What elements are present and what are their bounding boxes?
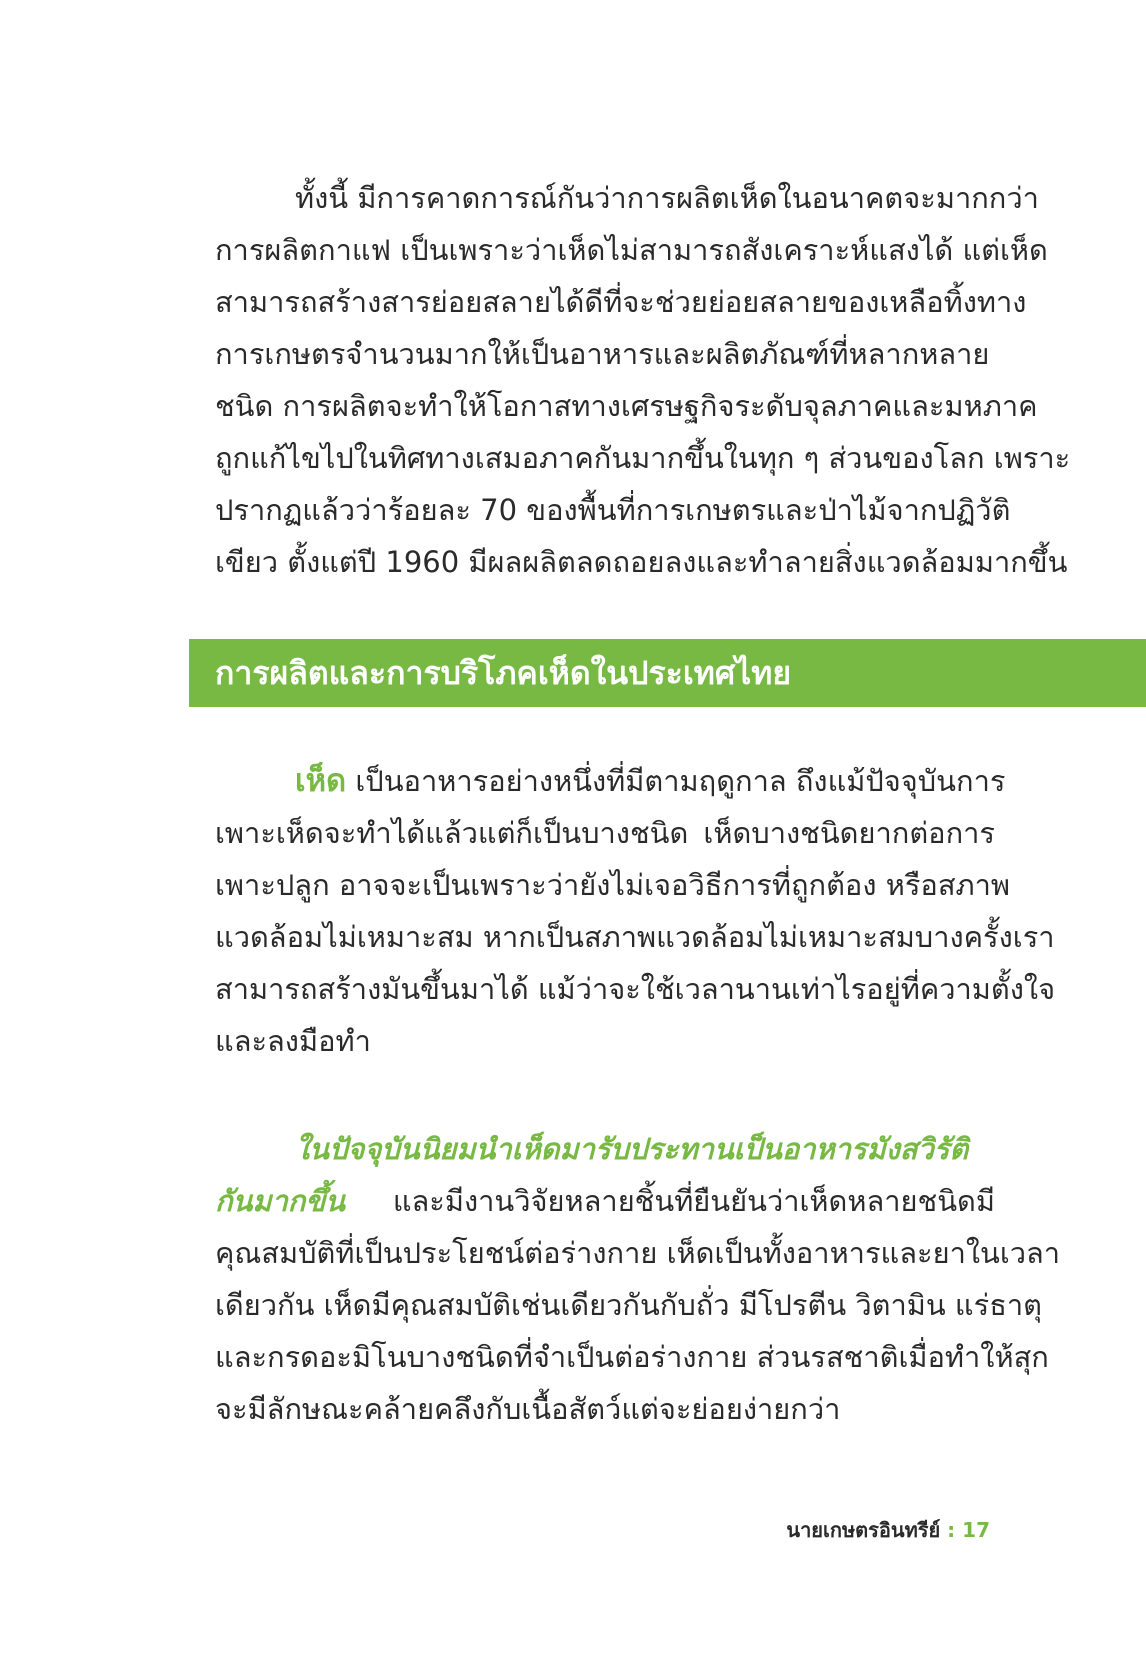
paragraph-line: เพาะเห็ดจะทำได้แล้วแต่ก็เป็นบางชนิด เห็ดบางชนิดยากต่อการ — [215, 816, 995, 850]
paragraph-line: แวดล้อมไม่เหมาะสม หากเป็นสภาพแวดล้อมไม่เหมาะสมบางครั้งเรา — [215, 920, 1055, 954]
paragraph-line: คุณสมบัติที่เป็นประโยชน์ต่อร่างกาย เห็ดเป็นทั้งอาหารและยาในเวลา — [215, 1236, 1061, 1270]
paragraph-first-line — [215, 755, 1006, 807]
paragraph-line: ปรากฏแล้วว่าร้อยละ 70 ของพื้นที่การเกษตรและป่าไม้จากปฏิวัติ — [215, 493, 1011, 527]
paragraph-line: สามารถสร้างมันขึ้นมาได้ แม้ว่าจะใช้เวลานานเท่าไรอยู่ที่ความตั้งใจ — [215, 972, 1056, 1006]
section-heading-band — [189, 639, 1146, 707]
first-line-rest: เป็นอาหารอย่างหนึ่งที่มีตามฤดูกาล ถึงแม้ปัจจุบันการ — [346, 764, 1006, 798]
page-footer — [786, 1515, 990, 1545]
section-heading: การผลิตและการบริโภคเห็ดในประเทศไทย — [215, 654, 792, 692]
paragraph-line: การเกษตรจำนวนมากให้เป็นอาหารและผลิตภัณฑ์ที่หลากหลาย — [215, 337, 990, 371]
emphasis-text: กันมากขึ้น — [215, 1184, 345, 1218]
paragraph-line: ชนิด การผลิตจะทำให้โอกาสทางเศรษฐกิจระดับจุลภาคและมหภาค — [215, 389, 1038, 423]
paragraph-line: และลงมือทำ — [215, 1024, 371, 1058]
footer-separator: : — [940, 1518, 963, 1542]
paragraph-line: ทั้งนี้ มีการคาดการณ์กันว่าการผลิตเห็ดในอนาคตจะมากกว่า — [295, 181, 1039, 215]
line-rest: และมีงานวิจัยหลายชิ้นที่ยืนยันว่าเห็ดหลายชนิดมี — [345, 1184, 995, 1218]
paragraph-line: การผลิตกาแฟ เป็นเพราะว่าเห็ดไม่สามารถสังเคราะห์แสงได้ แต่เห็ด — [215, 233, 1048, 267]
paragraph-line: เขียว ตั้งแต่ปี 1960 มีผลผลิตลดถอยลงและทำลายสิ่งแวดล้อมมากขึ้น — [215, 545, 1068, 579]
book-title: นายเกษตรอินทรีย์ — [786, 1518, 941, 1542]
page-number: 17 — [962, 1518, 990, 1542]
paragraph-line: เพาะปลูก อาจจะเป็นเพราะว่ายังไม่เจอวิธีการที่ถูกต้อง หรือสภาพ — [215, 868, 1011, 902]
paragraph-line — [215, 1175, 995, 1227]
paragraph-line: ถูกแก้ไขไปในทิศทางเสมอภาคกันมากขึ้นในทุก ๆ ส่วนของโลก เพราะ — [215, 441, 1071, 475]
paragraph-line: เดียวกัน เห็ดมีคุณสมบัติเช่นเดียวกันกับถั่ว มีโปรตีน วิตามิน แร่ธาตุ — [215, 1288, 1043, 1322]
paragraph-line: สามารถสร้างสารย่อยสลายได้ดีที่จะช่วยย่อยสลายของเหลือทิ้งทาง — [215, 285, 1027, 319]
lead-word: เห็ด — [295, 763, 347, 799]
paragraph-line: จะมีลักษณะคล้ายคลึงกับเนื้อสัตว์แต่จะย่อยง่ายกว่า — [215, 1392, 841, 1426]
paragraph-line: และกรดอะมิโนบางชนิดที่จำเป็นต่อร่างกาย ส่วนรสชาติเมื่อทำให้สุก — [215, 1340, 1049, 1374]
emphasis-line: ในปัจจุบันนิยมนำเห็ดมารับประทานเป็นอาหารมังสวิรัติ — [295, 1132, 969, 1166]
